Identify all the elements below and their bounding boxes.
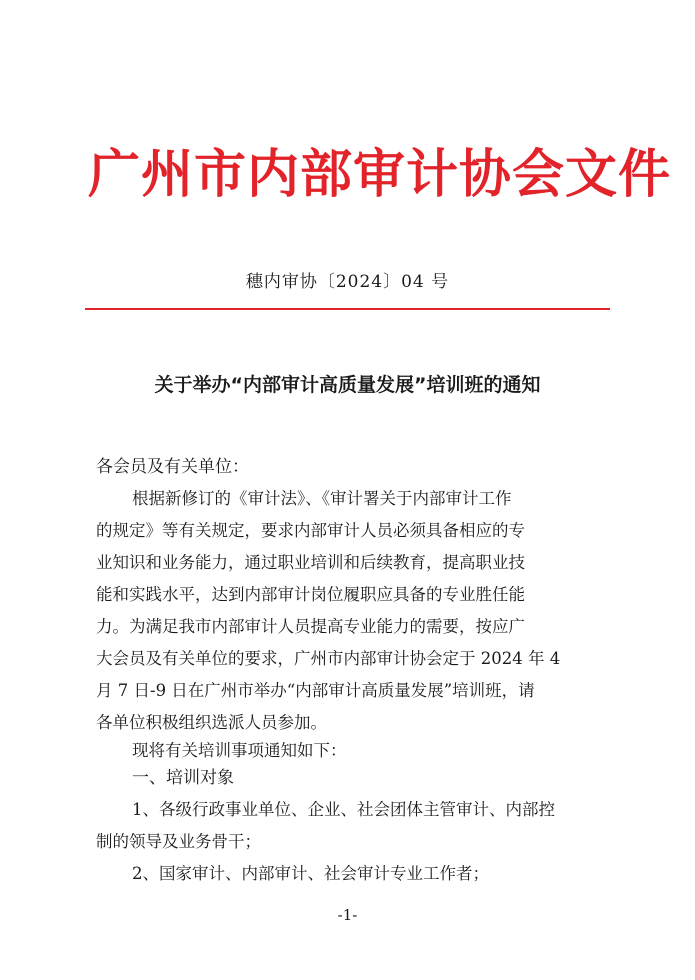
body-line: 业知识和业务能力，通过职业培训和后续教育，提高职业技 [96,553,525,572]
body-line: 力。为满足我市内部审计人员提高专业能力的需要，按应广 [96,617,525,636]
section-item-line: 1、各级行政事业单位、企业、社会团体主管审计、内部控 [132,800,555,819]
body-line: 的规定》等有关规定，要求内部审计人员必须具备相应的专 [96,521,525,540]
red-divider-line [85,308,610,310]
intro-line: 现将有关培训事项通知如下： [132,741,347,760]
org-masthead-title: 广州市内部审计协会文件 [88,144,672,205]
section-heading: 一、培训对象 [132,768,234,788]
notice-title: 关于举办“内部审计高质量发展”培训班的通知 [154,374,541,396]
body-line: 大会员及有关单位的要求，广州市内部审计协会定于 2024 年 4 [96,649,561,668]
section-item-line: 制的领导及业务骨干； [96,832,261,851]
body-line: 根据新修订的《审计法》、《审计署关于内部审计工作 [132,489,512,508]
document-number: 穗内审协〔2024〕04 号 [245,272,450,292]
body-line: 各单位积极组织选派人员参加。 [96,713,327,732]
section-item-line: 2、国家审计、内部审计、社会审计专业工作者； [132,864,489,883]
body-line: 能和实践水平，达到内部审计岗位履职应具备的专业胜任能 [96,585,525,604]
page-number: -1- [337,906,358,924]
salutation: 各会员及有关单位： [96,457,249,477]
body-line: 月 7 日-9 日在广州市举办“内部审计高质量发展”培训班，请 [96,681,535,700]
